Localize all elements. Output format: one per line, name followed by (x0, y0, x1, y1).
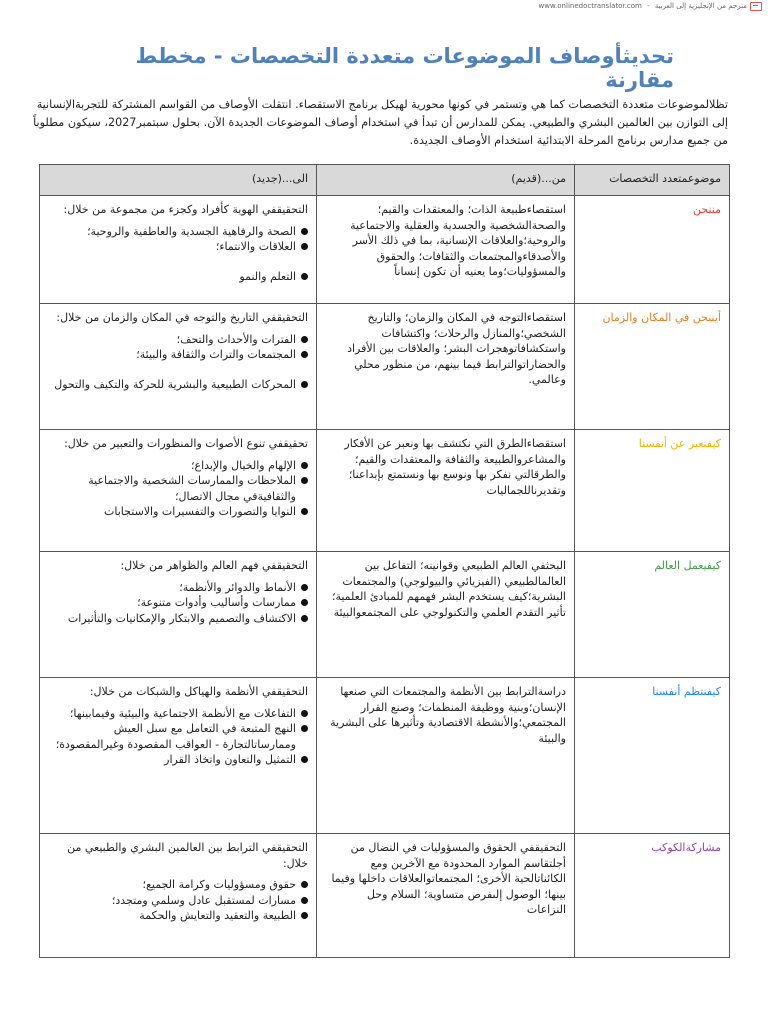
bullet-item: النوايا والتصورات والتفسيرات والاستجابات (48, 504, 308, 520)
translator-credit[interactable] (539, 2, 768, 11)
bullet-item: النهج المتبعة في التعامل مع سبل العيش وممارساتالتجارة - العواقب المقصودة وغيرالمقصودة؛ (48, 721, 308, 752)
old-description: دراسةالترابط بين الأنظمة والمجتمعات التي صنعها الإنسان؛وبنية ووظيفة المنظمات؛ وصنع القرار المجتمعي؛والأنشطة الاقتصادية وتأثيرها على البشرية والبيئة (317, 678, 575, 834)
table-row (40, 196, 730, 304)
intro-paragraph: تظلالموضوعات متعددة التخصصات كما هي وتستمر في كونها محورية لهيكل برنامج الاستقصاء. انتقلت الأوصاف من القواسم المشتركة للتجربةالإنسانية إلى التوازن بين العالمين البشري والطبيعي. يمكن للمدارس أن تبدأ في استخدام أوصاف الموضوعات الجديدة الآن. بحلول سبتمبر2027، سيكون مطلوباً من جميع مدارس برنامج المرحلة الابتدائية استخدام الأوصاف الجديدة. (33, 98, 728, 147)
bullet-item: مسارات لمستقبل عادل وسلمي ومتجدد؛ (48, 893, 308, 909)
bullet-item: الإلهام والخيال والإبداع؛ (48, 458, 308, 474)
new-description-intro: التحقيقفي الهوية كأفراد وكجزء من مجموعة من خلال: (63, 203, 308, 216)
old-description: التحقيقفي الحقوق والمسؤوليات في النضال من أجلتقاسم الموارد المحدودة مع الآخرين ومع الكائناتالحية الأخرى؛ المجتمعاتوالعلاقات داخلها وفيما بينها؛ الوصول إلىفرص متساوية؛ السلام وحل النزاعات (317, 834, 575, 958)
old-description: استقصاءالتوجه في المكان والزمان؛ والتاريخ الشخصي؛والمنازل والرحلات؛ واكتشافات واستكشافاتوهجرات البشر؛ والعلاقات بين الأفراد والحضاراتوالترابط فيما بينهم، من منظور محلي وعالمي. (317, 304, 575, 430)
new-description-intro: تحقيقفي تنوع الأصوات والمنظورات والتعبير من خلال: (64, 437, 308, 450)
new-description-intro: التحقيقفي الترابط بين العالمين البشري والطبيعي من خلال: (67, 841, 308, 870)
separator: - (644, 2, 652, 10)
page-title: تحديثأوصاف الموضوعات متعددة التخصصات - مخطط مقارنة (135, 44, 674, 92)
header-to-new: الى...(جديد) (40, 165, 317, 196)
old-description: استقصاءالطرق التي نكتشف بها ونعبر عن الأفكار والمشاعروالطبيعة والثقافة والمعتقدات والقيم؛ والطرقالتي نفكر بها ونوسع بها ونستمتع بإبداعنا؛ وتقديرناللجماليات (317, 430, 575, 552)
translator-logo-icon (750, 2, 762, 11)
bullet-item: التمثيل والتعاون واتخاذ القرار (48, 752, 308, 768)
bullet-item: المحركات الطبيعية والبشرية للحركة والتكيف والتحول (48, 377, 308, 393)
new-description (40, 834, 317, 958)
new-description-intro: التحقيقفي الأنظمة والهياكل والشبكات من خلال: (89, 685, 308, 698)
bullet-list (48, 458, 308, 520)
table-header-row (40, 165, 730, 196)
theme-name: كيفنعبر عن أنفسنا (575, 430, 730, 552)
translator-label: مترجم من الإنجليزية إلى العربية (654, 2, 747, 10)
comparison-table (39, 164, 730, 958)
new-description (40, 304, 317, 430)
translator-banner (0, 0, 768, 12)
new-description (40, 678, 317, 834)
bullet-list (48, 706, 308, 768)
table-row (40, 552, 730, 678)
new-description (40, 552, 317, 678)
old-description: استقصاءطبيعة الذات؛ والمعتقدات والقيم؛ والصحةالشخصية والجسدية والعقلية والاجتماعية والروحية؛والعلاقات الإنسانية، بما في ذلك الأسر والأصدقاءوالمجتمعات والثقافات؛ والحقوق والمسؤوليات؛وما يعنيه أن تكون إنساناً (317, 196, 575, 304)
bullet-item: ممارسات وأساليب وأدوات متنوعة؛ (48, 595, 308, 611)
theme-name: مشاركةالكوكب (575, 834, 730, 958)
table-row (40, 834, 730, 958)
new-description-intro: التحقيقفي التاريخ والتوجه في المكان والزمان من خلال: (56, 311, 308, 324)
bullet-list (48, 332, 308, 393)
theme-name: مننحن (575, 196, 730, 304)
bullet-list (48, 877, 308, 924)
bullet-item: العلاقات والانتماء؛ (48, 239, 308, 255)
header-from-old: من...(قديم) (317, 165, 575, 196)
bullet-item: المجتمعات والتراث والثقافة والبيئة؛ (48, 347, 308, 363)
bullet-item: التفاعلات مع الأنظمة الاجتماعية والبيئية وفيمابينها؛ (48, 706, 308, 722)
old-description: البحثفي العالم الطبيعي وقوانينه؛ التفاعل بين العالمالطبيعي (الفيزيائي والبيولوجي) والمجتمعات البشرية؛كيف يستخدم البشر فهمهم للمبادئ العلمية؛تأثير التقدم العلمي والتكنولوجي على المجتمعوالبيئة (317, 552, 575, 678)
header-theme: موضوعمتعدد التخصصات (575, 165, 730, 196)
bullet-list (48, 224, 308, 285)
bullet-list (48, 580, 308, 627)
theme-name: كيفنتظم أنفسنا (575, 678, 730, 834)
table-row (40, 430, 730, 552)
bullet-item: التعلم والنمو (48, 269, 308, 285)
bullet-item: الصحة والرفاهية الجسدية والعاطفية والروحية؛ (48, 224, 308, 240)
table-row (40, 304, 730, 430)
new-description-intro: التحقيقفي فهم العالم والظواهر من خلال: (120, 559, 308, 572)
bullet-item: حقوق ومسؤوليات وكرامة الجميع؛ (48, 877, 308, 893)
theme-name: أيننحن في المكان والزمان (575, 304, 730, 430)
table-row (40, 678, 730, 834)
new-description (40, 196, 317, 304)
bullet-item: الاكتشاف والتصميم والابتكار والإمكانيات والتأثيرات (48, 611, 308, 627)
bullet-item: الأنماط والدوائر والأنظمة؛ (48, 580, 308, 596)
bullet-item: الطبيعة والتعقيد والتعايش والحكمة (48, 908, 308, 924)
new-description (40, 430, 317, 552)
theme-name: كيفيعمل العالم (575, 552, 730, 678)
bullet-item: الفترات والأحداث والتحف؛ (48, 332, 308, 348)
bullet-item: الملاحظات والممارسات الشخصية والاجتماعية والثقافيةفي مجال الاتصال؛ (48, 473, 308, 504)
site-url[interactable]: www.onlinedoctranslator.com (538, 2, 642, 10)
